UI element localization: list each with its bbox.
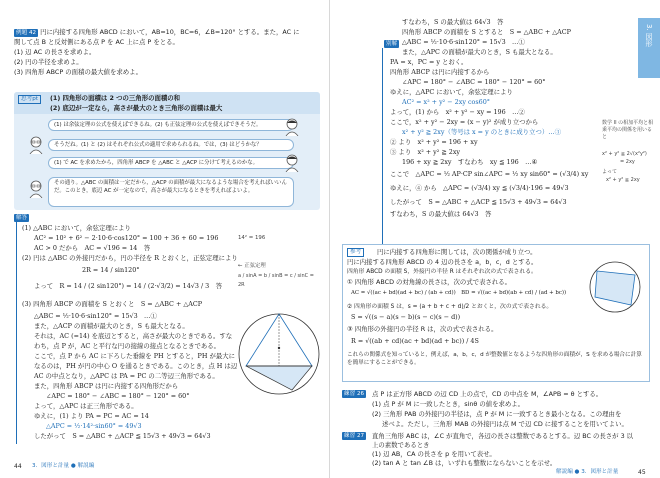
alt-line-13: ② より x² + y² = 196 + xy	[390, 138, 478, 146]
alt-line-14: ③ より x² + y² ≧ 2xy	[390, 148, 461, 156]
reference-line-3: 四角形 ABCD の面積 S，外接円の半径 R はそれぞれ次の式で表される。	[347, 269, 537, 275]
exercise-26	[342, 390, 648, 428]
alt-line-10: よって，(1) から x² + y² − xy = 196 …②	[390, 108, 525, 116]
side-note-1: 14² = 196	[238, 235, 266, 241]
teacher-avatar-icon-2	[28, 180, 44, 198]
reference-line-10: これらの関係式を知っていると，例えば，a，b，c，d が整数値となるような四角形の面積が，S を求める場合に計算を簡単にすることができる。	[347, 352, 642, 366]
chapter-edge-label: 3. 図形	[645, 24, 653, 47]
exercise-27-line-2: 上の素数であるとき	[372, 441, 430, 449]
example-tag: 例題 42	[16, 30, 37, 36]
reference-line-5: AC = √((ac + bd)(ad + bc) / (ab + cd)) BD = √((ac + bd)(ab + cd) / (ad + bc))	[351, 290, 567, 296]
exercise-26-line-4: 述べよ。ただし，三角形 MAB の外接円は点 M で辺 CD に接することを用いてよい。	[382, 420, 628, 428]
solution-line-18: ゆえに，(1) より PA = PC = AC = 14	[34, 412, 149, 420]
alt-line-9: AC² = x² + y² − 2xy cos60°	[402, 98, 491, 106]
right-side-note-5: x² + y² ≧ 2xy	[606, 177, 640, 183]
exercise-26-line-2: (1) 点 P が M に一致したとき，sinθ の値を求めよ。	[372, 400, 525, 408]
side-note-2: ← 正弦定理	[238, 263, 266, 269]
dialog-bubble-4: その通り。△ABC の面積は一定だから，△ACP の面積が最大になるような場合を考えればいいんだ。このとき，底辺 AC が一定なので，高さが最大になるときを考えればよいよ。	[48, 177, 294, 207]
solution-tag: 解答	[16, 215, 28, 221]
reference-figure	[587, 259, 643, 315]
solution-line-16: ∠APC = 180° − ∠ABC = 180° − 120° = 60°	[46, 392, 190, 400]
solution-line-9: また，△ACP の面積が最大のとき，S も最大となる。	[34, 322, 189, 330]
think-line-2: (2) 底辺が一定なら，高さが最大のとき三角形の面積は最大	[50, 104, 223, 112]
solution-line-13: なるのは，PH が円の中心 O を通るときである。このとき，点 H は辺	[34, 362, 238, 370]
example-box	[14, 28, 320, 86]
right-side-note-4: よって	[602, 169, 618, 175]
alt-line-18: したがって S = △ABC + △ACP ≦ 15√3 + 49√3 = 64√3	[390, 198, 567, 206]
alt-line-15: 196 + xy ≧ 2xy すなわち xy ≦ 196 …④	[402, 158, 538, 166]
solution-line-11: わち，点 P が，AC と平行な円の接線の接点となるときである。	[34, 342, 221, 350]
solution-line-8: △ABC = ½·10·6·sin120° = 15√3 …①	[34, 312, 157, 320]
solution-line-15: また，四角形 ABCP は円に内接する四角形だから	[34, 382, 179, 390]
reference-line-2: 円に内接する四角形 ABCD の 4 辺の長さを a，b，c，d とする。	[347, 258, 538, 266]
solution-line-3: AC > 0 だから AC = √196 = 14 答	[34, 244, 151, 252]
alt-solution-rule	[382, 48, 383, 244]
solution-rule	[16, 222, 17, 444]
solution-line-1: (1) △ABC において，余弦定理により	[22, 224, 131, 232]
exercise-27-line-4: (2) tan A と tan ∠B は，いずれも整数にならないことを示せ。	[372, 459, 557, 467]
solution-line-10: それは，AC (=14) を底辺とすると，高さが最大のときである。すな	[34, 332, 233, 340]
dialog-bubble-1: (1) は余弦定理の公式を使えばできるね。(2) も正弦定理の公式を使えばできそうだ。	[48, 119, 294, 131]
example-problem-line-1: 例題 42 円に内接する四角形 ABCD において，AB=10，BC=6，∠B=120° とする。また，AC に	[16, 28, 300, 36]
alt-line-2: 四角形 ABCP の面積を S とすると S = △ABC + △ACP	[402, 28, 571, 36]
left-footer-title: 3．図形と計量 ● 解説編	[32, 463, 95, 469]
reference-box	[342, 244, 650, 382]
reference-line-1: 円に内接する四角形に関しては，次の関係が成り立つ。	[377, 248, 537, 256]
exercise-27-tag: 練習 27	[344, 433, 365, 439]
example-problem-line-3: (1) 辺 AC の長さを求めよ。	[14, 48, 96, 56]
alt-line-8: ゆえに，△APC において，余弦定理により	[390, 88, 513, 96]
alt-solution-tag: 別解	[386, 41, 398, 47]
reference-tag: 参考	[347, 248, 364, 257]
reference-line-7: S = √((s − a)(s − b)(s − c)(s − d))	[351, 313, 461, 321]
right-page-number: 45	[638, 469, 646, 476]
solution-line-6: よって R = 14 / (2 sin120°) = 14 / (2·√3/2) = 14√3 / 3 答	[34, 282, 223, 290]
solution-line-14: AC の中点となり，△APC は PA = PC の二等辺三角形である。	[34, 372, 219, 380]
dialog-bubble-3: (1) で AC を求めたから，四角形 ABCP を △ABC と △ACP に分けて考えるのかな。	[48, 157, 294, 169]
inscribed-quadrilateral-figure	[232, 310, 326, 398]
alt-line-6: 四角形 ABCP は円に内接するから	[390, 68, 490, 76]
example-problem-line-4: (2) 円の半径を求めよ。	[14, 58, 83, 66]
think-point-box	[14, 92, 320, 210]
exercise-27-line-1: 直角三角形 ABC は，∠C が直角で，各辺の長さは整数であるとする。辺 BC の長さが 3 以	[372, 432, 634, 440]
alt-line-12: x² + y² ≧ 2xy（等号は x = y のときに成り立つ）…③	[402, 128, 562, 136]
right-side-note-3: = 2xy	[620, 159, 635, 165]
example-problem-line-5: (3) 四角形 ABCP の面積の最大値を求めよ。	[14, 68, 142, 76]
alt-line-5: PA = x，PC = y とおく。	[390, 58, 468, 66]
exercise-27	[342, 432, 648, 467]
dialog-bubble-2: そうだね。(1) と (2) はそれぞれ公式の適用で求められるね。では，(3) はどうかな？	[48, 139, 294, 151]
side-note-3: a / sinA = b / sinB = c / sinC = 2R	[238, 273, 314, 288]
alt-line-4: また，△APC の面積が最大のとき，S も最大となる。	[402, 48, 557, 56]
think-label: 思考pt	[18, 95, 41, 104]
think-line-1: (1) 四角形の面積は 2 つの三角形の面積の和	[50, 94, 181, 102]
solution-line-17: よって，△APC は正三角形である。	[34, 402, 138, 410]
exercise-26-line-1: 点 P は正方形 ABCD の辺 CD 上の点で，CD の中点を M，∠APB = θ とする。	[372, 390, 603, 398]
example-problem-line-2: 関して点 B と反対側にある点 P を AC 上に点 P をとる。	[14, 38, 179, 46]
alt-line-16: ここで △APC = ½ AP·CP sin∠APC = ½ xy sin60° = (√3/4) xy	[390, 170, 589, 178]
right-footer-title: 解説編 ● 3．図形と計量	[556, 469, 619, 475]
exercise-27-line-3: (1) 辺 AB，CA の長さを p を用いて表せ。	[372, 450, 496, 458]
reference-line-9: R = √((ab + cd)(ac + bd)(ad + bc)) / 4S	[351, 337, 479, 345]
alt-line-3: △ABC = ½·10·6·sin120° = 15√3 …①	[402, 38, 525, 46]
teacher-avatar-icon	[28, 136, 44, 154]
reference-line-8: ③ 四角形の外接円の半径 R は，次の式で表される。	[347, 325, 498, 333]
alt-line-11: ここで，x² + y² − 2xy = (x − y)² が成り立つから	[390, 118, 539, 126]
left-page-number: 44	[14, 463, 22, 470]
solution-line-4: (2) 円は △ABC の外接円だから，円の半径を R とおくと，正弦定理により	[22, 254, 238, 262]
chapter-edge-tab	[638, 18, 660, 78]
solution-line-12: ここで，点 P から AC に下ろした垂線を PH とすると，PH が最大に	[34, 352, 236, 360]
alt-line-17: ゆえに，④ から △APC = (√3/4) xy ≦ (√3/4)·196 = 49√3	[390, 184, 569, 192]
exercise-26-line-3: (2) 三角形 PAB の外接円の半径は，点 P が M に一致するとき最小となる。この理由を	[372, 410, 622, 418]
right-side-note-1: 数学 II の相加平均と相乗平均の関係を用いると	[602, 120, 654, 140]
alt-line-1: すなわち，S の最大値は 64√3 答	[402, 18, 504, 26]
exercise-26-tag: 練習 26	[344, 391, 365, 397]
alt-line-7: ∠APC = 180° − ∠ABC = 180° − 120° = 60°	[402, 78, 546, 86]
solution-line-19: △APC = ½·14²·sin60° = 49√3	[46, 422, 142, 430]
solution-line-2: AC² = 10² + 6² − 2·10·6·cos120° = 100 + 36 + 60 = 196	[34, 234, 219, 242]
reference-line-4: ① 四角形 ABCD の対角線の長さは，次の式で表される。	[347, 278, 512, 286]
solution-line-7: (3) 四角形 ABCP の面積を S とおくと S = △ABC + △ACP	[22, 300, 203, 308]
solution-line-20: したがって S = △ABC + △ACP ≦ 15√3 + 49√3 = 64√3	[34, 432, 211, 440]
student-avatar-icon-2	[284, 154, 300, 172]
right-side-note-2: x² + y² ≧ 2√(x²y²)	[602, 151, 647, 157]
solution-line-5: 2R = 14 / sin120°	[82, 266, 140, 274]
alt-line-19: すなわち，S の最大値は 64√3 答	[390, 210, 492, 218]
student-avatar-icon	[284, 118, 300, 136]
left-page	[0, 0, 329, 478]
reference-line-6: ② 四角形の面積 S は，s = (a + b + c + d)/2 とおくと，次の式で表される。	[347, 304, 553, 310]
right-page	[330, 0, 660, 478]
